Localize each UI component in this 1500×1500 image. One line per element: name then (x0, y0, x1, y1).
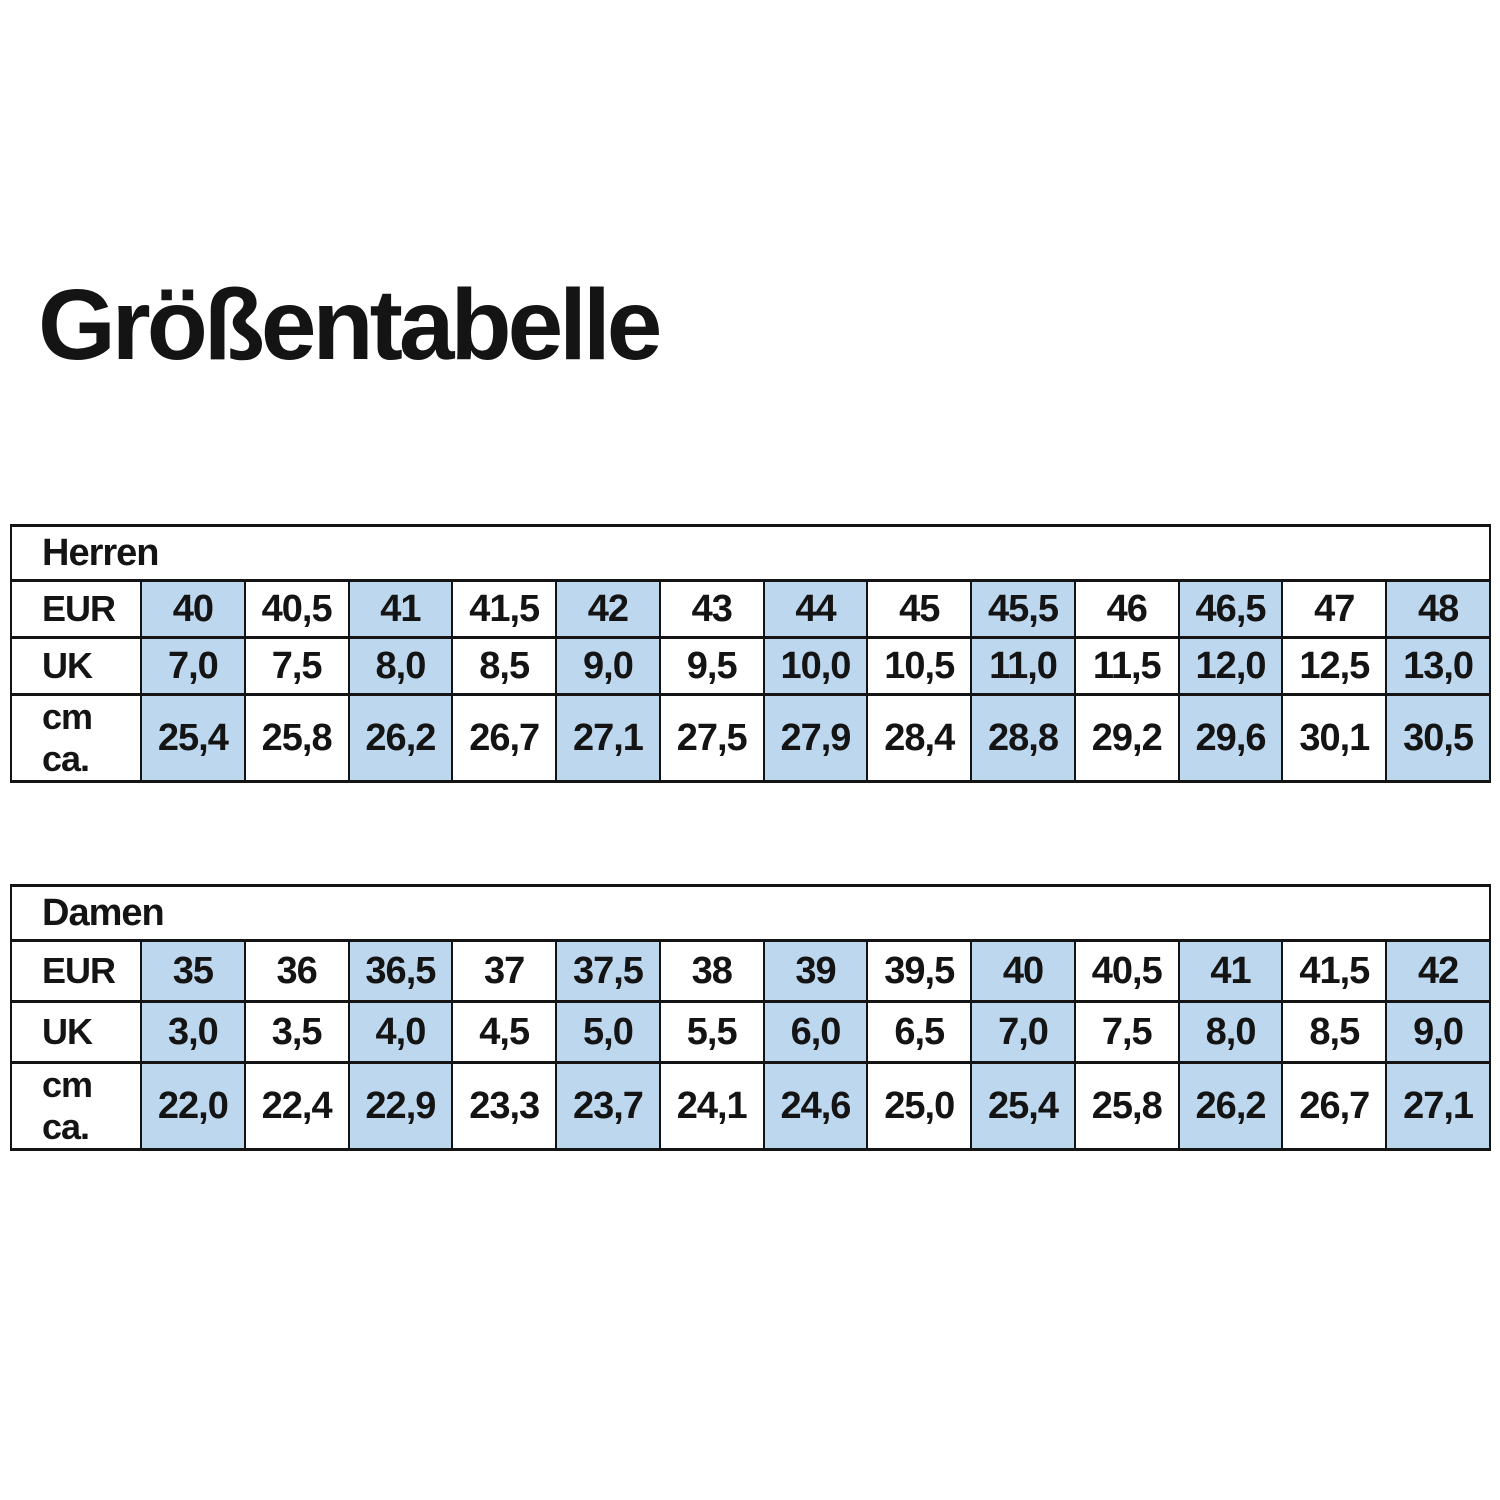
size-cell: 4,5 (452, 1002, 556, 1063)
size-cell: 10,5 (867, 638, 971, 695)
size-cell: 29,6 (1179, 695, 1283, 782)
size-cell: 25,4 (141, 695, 245, 782)
size-cell: 27,5 (660, 695, 764, 782)
row-label: EUR (11, 581, 141, 638)
size-cell: 25,0 (867, 1063, 971, 1150)
row-label: UK (11, 1002, 141, 1063)
size-cell: 43 (660, 581, 764, 638)
size-cell: 41,5 (452, 581, 556, 638)
size-cell: 25,8 (1075, 1063, 1179, 1150)
size-cell: 42 (556, 581, 660, 638)
size-cell: 41 (1179, 941, 1283, 1002)
size-cell: 48 (1386, 581, 1490, 638)
size-cell: 23,7 (556, 1063, 660, 1150)
size-cell: 5,0 (556, 1002, 660, 1063)
size-cell: 13,0 (1386, 638, 1490, 695)
size-cell: 9,0 (556, 638, 660, 695)
size-cell: 35 (141, 941, 245, 1002)
size-cell: 9,5 (660, 638, 764, 695)
size-cell: 45,5 (971, 581, 1075, 638)
size-cell: 7,5 (1075, 1002, 1179, 1063)
size-cell: 40 (971, 941, 1075, 1002)
size-cell: 26,7 (1282, 1063, 1386, 1150)
size-cell: 12,5 (1282, 638, 1386, 695)
size-cell: 27,9 (764, 695, 868, 782)
size-cell: 27,1 (556, 695, 660, 782)
size-cell: 44 (764, 581, 868, 638)
size-cell: 37,5 (556, 941, 660, 1002)
size-cell: 4,0 (349, 1002, 453, 1063)
size-cell: 12,0 (1179, 638, 1283, 695)
size-cell: 22,0 (141, 1063, 245, 1150)
size-cell: 30,5 (1386, 695, 1490, 782)
size-cell: 40,5 (1075, 941, 1179, 1002)
size-cell: 41,5 (1282, 941, 1386, 1002)
size-cell: 42 (1386, 941, 1490, 1002)
size-cell: 9,0 (1386, 1002, 1490, 1063)
size-cell: 36 (245, 941, 349, 1002)
table-row (11, 941, 1490, 1002)
table-row (11, 695, 1490, 782)
table-group-header: Herren (11, 526, 1490, 581)
size-cell: 22,4 (245, 1063, 349, 1150)
size-cell: 5,5 (660, 1002, 764, 1063)
size-cell: 7,5 (245, 638, 349, 695)
size-cell: 46,5 (1179, 581, 1283, 638)
table-row (11, 638, 1490, 695)
size-cell: 6,5 (867, 1002, 971, 1063)
size-cell: 38 (660, 941, 764, 1002)
size-cell: 8,0 (349, 638, 453, 695)
size-cell: 39,5 (867, 941, 971, 1002)
table-row (11, 886, 1490, 941)
size-cell: 25,8 (245, 695, 349, 782)
size-cell: 29,2 (1075, 695, 1179, 782)
size-cell: 6,0 (764, 1002, 868, 1063)
size-cell: 39 (764, 941, 868, 1002)
size-cell: 47 (1282, 581, 1386, 638)
size-cell: 22,9 (349, 1063, 453, 1150)
size-cell: 24,1 (660, 1063, 764, 1150)
size-cell: 27,1 (1386, 1063, 1490, 1150)
row-label: cm ca. (11, 1063, 141, 1150)
size-cell: 10,0 (764, 638, 868, 695)
row-label: EUR (11, 941, 141, 1002)
size-cell: 3,0 (141, 1002, 245, 1063)
table-row (11, 581, 1490, 638)
row-label: cm ca. (11, 695, 141, 782)
table-group-header: Damen (11, 886, 1490, 941)
size-cell: 40 (141, 581, 245, 638)
size-cell: 7,0 (141, 638, 245, 695)
size-cell: 26,2 (349, 695, 453, 782)
size-cell: 3,5 (245, 1002, 349, 1063)
size-cell: 30,1 (1282, 695, 1386, 782)
size-cell: 28,4 (867, 695, 971, 782)
page-title: Größentabelle (38, 269, 659, 381)
size-cell: 46 (1075, 581, 1179, 638)
size-cell: 37 (452, 941, 556, 1002)
size-cell: 40,5 (245, 581, 349, 638)
women-size-table (10, 884, 1491, 1151)
size-cell: 7,0 (971, 1002, 1075, 1063)
size-cell: 45 (867, 581, 971, 638)
size-cell: 11,5 (1075, 638, 1179, 695)
size-cell: 24,6 (764, 1063, 868, 1150)
size-cell: 11,0 (971, 638, 1075, 695)
size-cell: 28,8 (971, 695, 1075, 782)
row-label: UK (11, 638, 141, 695)
size-cell: 25,4 (971, 1063, 1075, 1150)
size-cell: 26,7 (452, 695, 556, 782)
table-row (11, 526, 1490, 581)
size-cell: 23,3 (452, 1063, 556, 1150)
size-cell: 41 (349, 581, 453, 638)
table-row (11, 1002, 1490, 1063)
size-cell: 36,5 (349, 941, 453, 1002)
size-cell: 8,0 (1179, 1002, 1283, 1063)
size-cell: 8,5 (452, 638, 556, 695)
size-cell: 26,2 (1179, 1063, 1283, 1150)
men-size-table (10, 524, 1491, 783)
table-row (11, 1063, 1490, 1150)
size-cell: 8,5 (1282, 1002, 1386, 1063)
